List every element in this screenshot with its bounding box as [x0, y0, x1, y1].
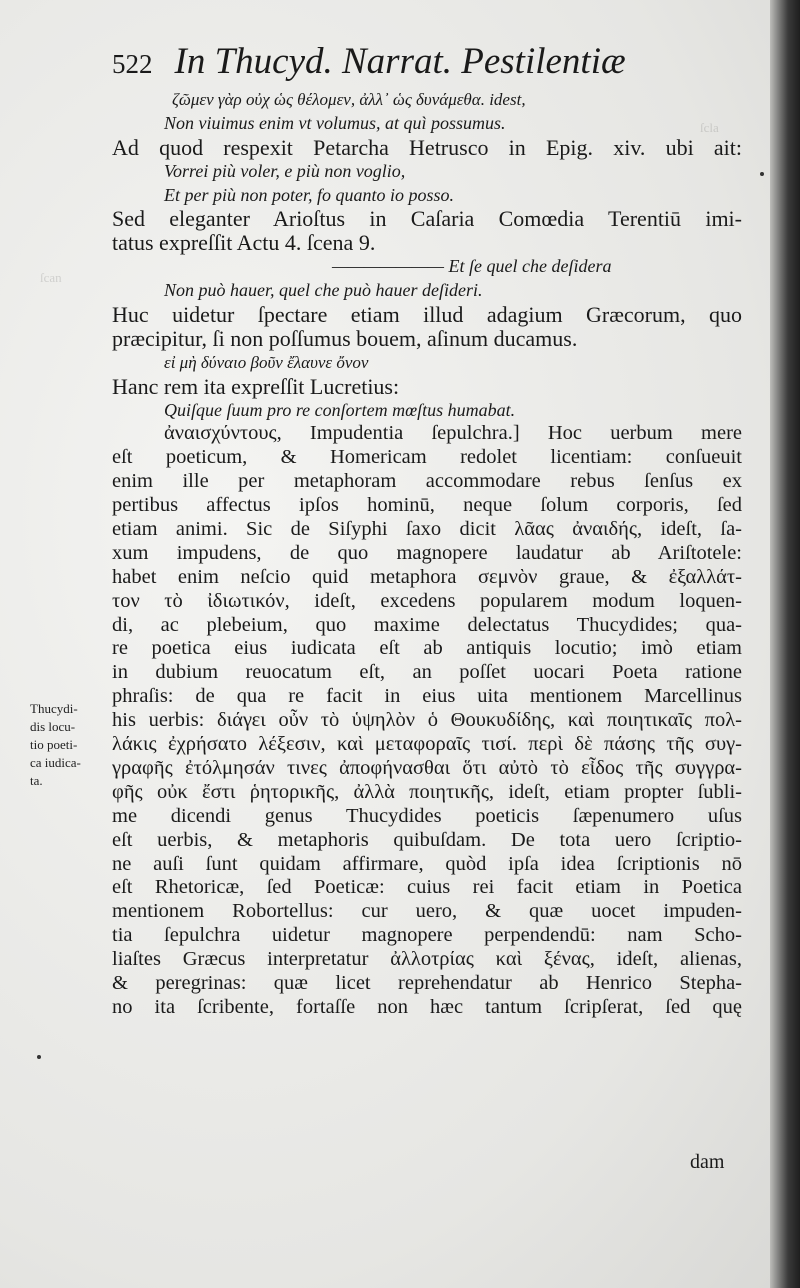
text-line: Quiſque ſuum pro re conſortem mœſtus humabat. — [164, 399, 516, 420]
running-header — [112, 36, 752, 88]
page-number: 522 — [112, 49, 153, 79]
margin-note-line: ta. — [30, 773, 43, 788]
text-line: Non viuimus enim vt volumus, at quì possumus. — [164, 112, 506, 133]
text-line: eſt poeticum, & Homericam redolet licentiam: conſueuit — [112, 446, 742, 469]
text-line: his uerbis: διάγει οὖν τὸ ὑψηλὸν ὁ Θουκυδίδης, καὶ ποιητικαῖς πολ- — [112, 709, 742, 732]
text-line: λάκις ἐχρήσατο λέξεσιν, καὶ μεταφοραῖς τισί. περὶ δὲ πάσης τῆς συγ- — [112, 733, 742, 756]
text-line: Et per più non poter, fo quanto io posso. — [164, 184, 455, 205]
text-line: ne auſi ſunt quidam affirmare, quòd ipſa idea ſcriptionis nō — [112, 852, 742, 875]
text-line: eſt Rhetoricæ, ſed Poeticæ: cuius rei facit etiam in Poetica — [112, 876, 742, 899]
margin-note-line: dis locu- — [30, 719, 76, 734]
margin-note-line: ca iudica- — [30, 755, 81, 770]
text-line: no ita ſcribente, fortaſſe non hæc tantum ſcripſerat, ſed quę — [112, 995, 742, 1018]
text-line: pertibus affectus ipſos hominū, neque ſolum corporis, ſed — [112, 494, 742, 517]
margin-note-line: tio poeti- — [30, 737, 78, 752]
text-line: in dubium reuocatum eſt, an poſſet uocari Poeta ratione — [112, 661, 742, 684]
text-line: tia ſepulchra uidetur magnopere perpendendū: nam Scho- — [112, 924, 742, 947]
text-line: & peregrinas: quæ licet reprehendatur ab Henrico Stepha- — [112, 971, 742, 994]
bleed-through-text: ſcla — [700, 120, 719, 135]
text-line: ——————— Et ſe quel che deſidera — [332, 256, 612, 277]
bleed-through-text: ſcan — [40, 270, 62, 285]
text-line: ἀναισχύντους, Impudentia ſepulchra.] Hoc uerbum mere — [164, 422, 742, 445]
body-text — [112, 88, 742, 1020]
text-line: tatus expreſſit Actu 4. ſcena 9. — [112, 231, 376, 256]
text-line: ζῶμεν γὰρ οὐχ ὡς θέλομεν, ἀλλ᾽ ὡς δυνάμεθα. idest, — [172, 90, 526, 109]
text-line: φῆς οὐκ ἔστι ῥητορικῆς, ἀλλὰ ποιητικῆς, ideſt, etiam propter ſubli- — [112, 780, 742, 803]
ink-spot — [37, 1055, 41, 1059]
text-line: etiam animi. Sic de Siſyphi ſaxo dicit λᾶας ἀναιδής, ideſt, ſa- — [112, 518, 742, 541]
text-line: eſt uerbis, & metaphoris quibuſdam. De tota uero ſcriptio- — [112, 828, 742, 851]
margin-note-line: Thucydi- — [30, 701, 78, 716]
text-line: Non può hauer, quel che può hauer deſideri. — [164, 280, 483, 301]
text-line: Sed eleganter Arioſtus in Caſaria Comœdia Terentiū imi- — [112, 207, 742, 232]
text-line: me dicendi genus Thucydides poeticis ſæpenumero uſus — [112, 804, 742, 827]
text-line: præcipitur, ſi non poſſumus bouem, aſinum ducamus. — [112, 326, 578, 351]
running-title: In Thucyd. Narrat. Pestilentiæ — [174, 41, 626, 82]
text-line: phraſis: de qua re facit in eius uita mentionem Marcellinus — [112, 685, 742, 708]
ink-spot — [760, 172, 764, 176]
text-line: xum impudens, de quo magnopere laudatur ab Ariſtotele: — [112, 541, 742, 564]
text-line: Huc uidetur ſpectare etiam illud adagium Græcorum, quo — [112, 303, 742, 327]
text-line: enim ille per metaphoram accommodare rebus ſenſus ex — [112, 470, 742, 493]
text-line: mentionem Robortellus: cur uero, & quæ uocet impuden- — [112, 900, 742, 923]
catchword: dam — [690, 1151, 725, 1173]
text-line: di, ac plebeium, quo maxime delectatus Thucydides; qua- — [112, 613, 742, 636]
text-line: τον τὸ ἰδιωτικόν, ideſt, excedens popularem modum loquen- — [112, 589, 742, 612]
text-line: liaſtes Græcus interpretatur ἀλλοτρίας καὶ ξένας, ideſt, alienas, — [112, 948, 742, 971]
margin-note — [30, 700, 110, 790]
text-line: Ad quod respexit Petarcha Hetrusco in Epig. xiv. ubi ait: — [112, 135, 742, 160]
text-line: γραφῆς ἐτόλμησάν τινες ἀποφήνασθαι ὅτι αὐτὸ τὸ εἶδος τῆς συγγρα- — [112, 756, 742, 779]
text-line: Vorrei più voler, e più non voglio, — [164, 160, 406, 181]
text-line: Hanc rem ita expreſſit Lucretius: — [112, 374, 400, 399]
book-spine-shadow — [770, 0, 800, 1288]
text-line: re poetica eius iudicata eſt ab antiquis locutio; imò etiam — [112, 637, 742, 660]
text-line: habet enim neſcio quid metaphora σεμνὸν graue, & ἐξαλλάτ- — [112, 565, 742, 588]
text-line: εἰ μὴ δύναιο βοῦν ἔλαυνε ὄνον — [164, 352, 369, 372]
